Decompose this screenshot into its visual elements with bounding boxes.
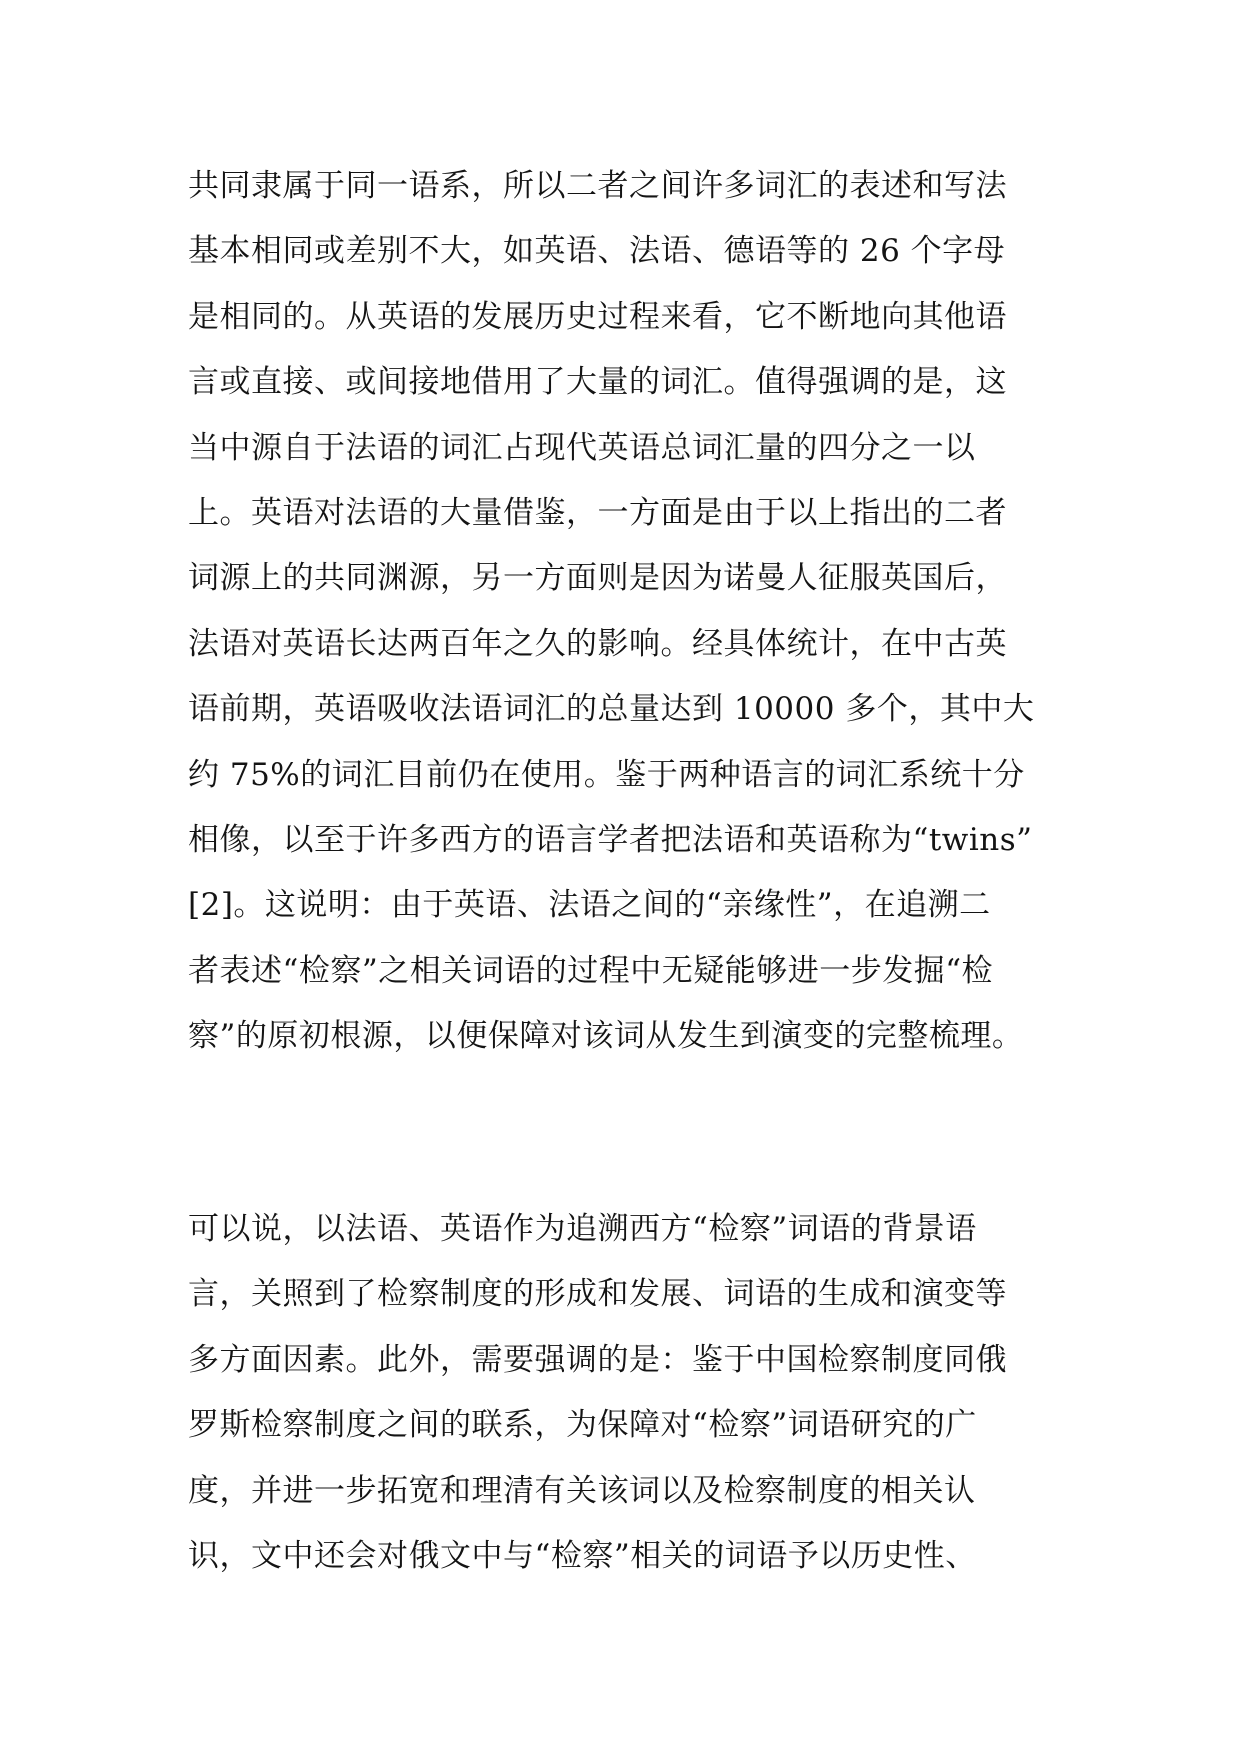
text-line: [2]。这说明：由于英语、法语之间的“亲缘性”，在追溯二 [188,887,991,924]
text-line: 约 75%的词汇目前仍在使用。鉴于两种语言的词汇系统十分 [188,756,1025,793]
text-line: 法语对英语长达两百年之久的影响。经具体统计，在中古英 [188,625,1007,662]
text-line: 是相同的。从英语的发展历史过程来看，它不断地向其他语 [188,298,1007,335]
text-line: 言或直接、或间接地借用了大量的词汇。值得强调的是，这 [188,364,1007,401]
text-line: 多方面因素。此外，需要强调的是：鉴于中国检察制度同俄 [188,1341,1007,1378]
text-line: 相像，以至于许多西方的语言学者把法语和英语称为“twins” [188,821,1033,858]
text-line: 上。英语对法语的大量借鉴，一方面是由于以上指出的二者 [188,494,1007,531]
text-line: 可以说，以法语、英语作为追溯西方“检察”词语的背景语 [188,1211,977,1247]
text-line: 罗斯检察制度之间的联系，为保障对“检察”词语研究的广 [188,1407,977,1444]
text-line: 识，文中还会对俄文中与“检察”相关的词语予以历史性、 [188,1537,977,1574]
paragraph-2 [188,1197,1068,1589]
text-line: 基本相同或差别不大，如英语、法语、德语等的 26 个字母 [188,233,1006,270]
text-line: 度，并进一步拓宽和理清有关该词以及检察制度的相关认 [188,1472,976,1509]
text-line: 词源上的共同渊源，另一方面则是因为诺曼人征服英国后， [188,560,1007,597]
text-line: 当中源自于法语的词汇占现代英语总词汇量的四分之一以 [188,429,976,466]
text-line: 言，关照到了检察制度的形成和发展、词语的生成和演变等 [188,1276,1007,1313]
text-line: 者表述“检察”之相关词语的过程中无疑能够进一步发掘“检 [188,952,994,989]
paragraph-1 [188,154,1068,1069]
text-line: 语前期，英语吸收法语词汇的总量达到 10000 多个，其中大 [188,691,1035,728]
text-line: 共同隶属于同一语系，所以二者之间许多词汇的表述和写法 [188,168,1007,204]
text-line: 察”的原初根源，以便保障对该词从发生到演变的完整梳理。 [188,1018,1024,1055]
